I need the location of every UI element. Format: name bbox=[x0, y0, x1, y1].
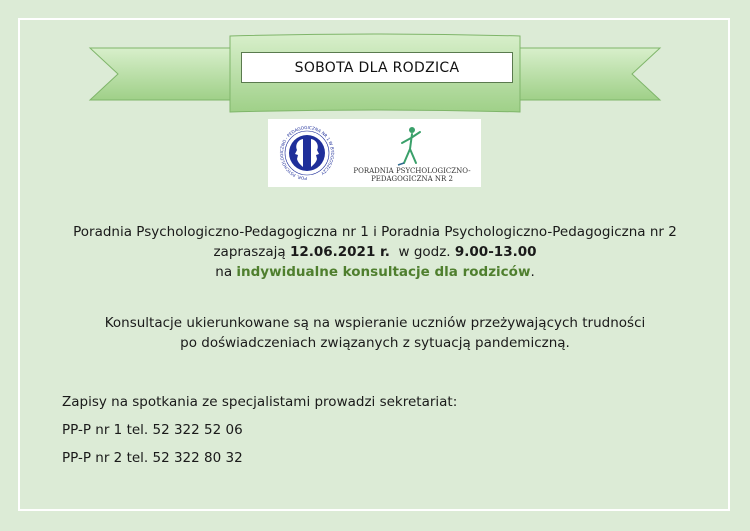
contacts-intro: Zapisy na spotkania ze specjalistami prowadzi sekretariat: bbox=[62, 394, 458, 410]
banner-title-box bbox=[241, 52, 513, 83]
event-date: 12.06.2021 r. bbox=[289, 244, 390, 260]
logos-strip bbox=[268, 119, 481, 187]
phone-pp1: PP-P nr 1 tel. 52 322 52 06 bbox=[62, 422, 243, 438]
event-hours: 9.00-13.00 bbox=[454, 244, 537, 260]
person-figure-icon bbox=[346, 123, 478, 167]
announcement bbox=[0, 222, 750, 282]
consultation-highlight: indywidualne konsultacje dla rodziców bbox=[236, 264, 531, 280]
announcement-line2 bbox=[0, 242, 750, 262]
logo2-text-line1: PORADNIA PSYCHOLOGICZNO- bbox=[353, 167, 471, 175]
line3-suffix: . bbox=[530, 264, 535, 280]
phone-pp2: PP-P nr 2 tel. 52 322 80 32 bbox=[62, 450, 243, 466]
hours-prefix: w godz. bbox=[389, 244, 455, 260]
poradnia-2-logo bbox=[346, 123, 478, 185]
logo2-text-line2: PEDAGOGICZNA NR 2 bbox=[371, 175, 453, 183]
line3-prefix: na bbox=[215, 264, 237, 280]
logo1-ring-text: POR. PSYCHOLOGICZNO - PEDAGOGICZNA NR 1 W BYDGOSZCZY bbox=[279, 124, 336, 182]
announcement-line1: Poradnia Psychologiczno-Pedagogiczna nr 1 i Poradnia Psychologiczno-Pedagogiczna nr 2 bbox=[73, 224, 677, 240]
logo2-caption bbox=[346, 167, 478, 183]
poradnia-1-logo bbox=[270, 121, 344, 185]
description-line2: po doświadczeniach związanych z sytuacją pandemiczną. bbox=[180, 335, 570, 351]
invite-text: zapraszają bbox=[213, 244, 290, 260]
description bbox=[0, 313, 750, 353]
announcement-line3 bbox=[0, 262, 750, 282]
description-line1: Konsultacje ukierunkowane są na wspieranie uczniów przeżywających trudności bbox=[104, 315, 646, 331]
contacts bbox=[62, 394, 457, 478]
banner-title: SOBOTA DLA RODZICA bbox=[294, 59, 460, 76]
